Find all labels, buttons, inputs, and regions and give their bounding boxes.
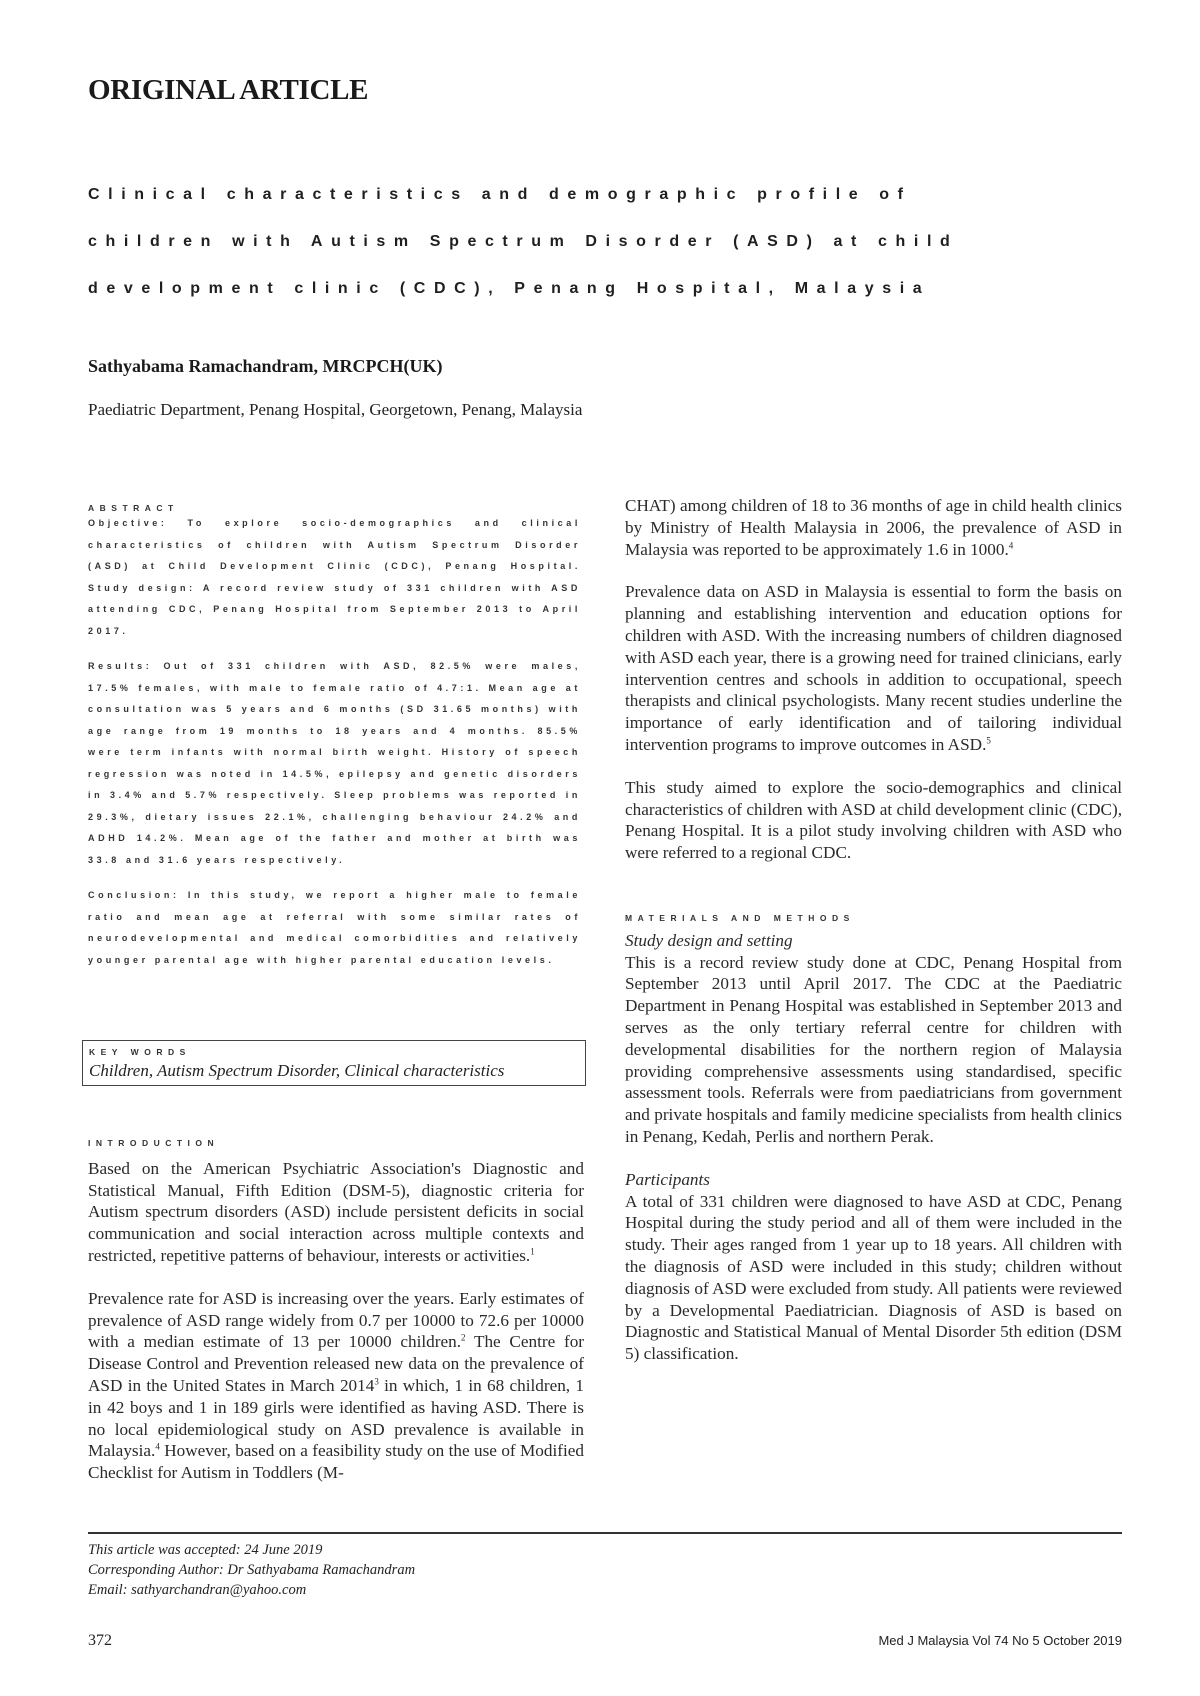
article-type-heading: ORIGINAL ARTICLE (88, 74, 369, 106)
abstract-objective: Objective: To explore socio-demographics and clinical characteristics of children with Autism Spectrum Disorder (ASD) at Child Development Clinic (CDC), Penang Hospital. Study design: A record review study of 331 children with ASD attending CDC, Penang Hospital from September 2013 to April 2017. (88, 518, 581, 636)
article-title-line-3: development clinic (CDC), Penang Hospital, Malaysia (88, 280, 931, 297)
methods-design-paragraph: This is a record review study done at CDC, Penang Hospital from September 2013 until April 2017. The CDC at the Paediatric Department in Penang Hospital was established in September 2013 and serves as the only tertiary referral centre for children with developmental disabilities for the northern region of Malaysia providing comprehensive assessments using standardised, specific assessment tools. Referrals were from paediatricians from government and private hospitals and family medicine specialists from health clinics in Penang, Kedah, Perlis and northern Perak. (625, 952, 1122, 1146)
abstract-conclusion: Conclusion: In this study, we report a higher male to female ratio and mean age at referral with some similar rates of neurodevelopmental and medical comorbidities and relatively younger parental age with higher parental education levels. (88, 890, 581, 965)
keywords-text: Children, Autism Spectrum Disorder, Clinical characteristics (89, 1061, 505, 1080)
methods-subheading-design: Study design and setting (625, 930, 793, 950)
right-column-body (625, 495, 1122, 1365)
abstract-heading: ABSTRACT (88, 503, 179, 513)
footer-divider (88, 1532, 1122, 1534)
article-title-line-1: Clinical characteristics and demographic profile of (88, 186, 912, 203)
author-affiliation: Paediatric Department, Penang Hospital, Georgetown, Penang, Malaysia (88, 400, 583, 419)
abstract-section (88, 503, 581, 971)
accepted-date: This article was accepted: 24 June 2019 (88, 1542, 323, 1558)
corresponding-email: Email: sathyarchandran@yahoo.com (88, 1582, 307, 1598)
right-paragraph-2: Prevalence data on ASD in Malaysia is essential to form the basis on planning and establishing intervention and education options for children with ASD. With the increasing numbers of children diagnosed with ASD each year, there is a growing need for trained clinicians, early intervention centres and schools in addition to occupational, speech therapists and clinical psychologists. Many recent studies underline the importance of early identification and of tailoring individual intervention programs to improve outcomes in ASD.$^5$ (625, 582, 1122, 754)
keywords-box (82, 1040, 586, 1086)
page-number: 372 (88, 1632, 112, 1649)
methods-subheading-participants: Participants (625, 1169, 710, 1189)
footer-notes (88, 1540, 415, 1600)
introduction-paragraph-1: Based on the American Psychiatric Association's Diagnostic and Statistical Manual, Fifth Edition (DSM-5), diagnostic criteria for Autism spectrum disorders (ASD) include persistent deficits in social communication and social interaction across multiple contexts and restricted, repetitive patterns of behaviour, interests or activities.$^1$ (88, 1158, 584, 1265)
right-paragraph-1: CHAT) among children of 18 to 36 months of age in child health clinics by Ministry of Health Malaysia in 2006, the prevalence of ASD in Malaysia was reported to be approximately 1.6 in 1000.$^4$ (625, 496, 1122, 559)
methods-participants-paragraph: A total of 331 children were diagnosed to have ASD at CDC, Penang Hospital during the study period and all of them were included in the study. Their ages ranged from 1 year up to 18 years. All children with the diagnosis of ASD were included in this study; children without diagnosis of ASD were excluded from study. All patients were reviewed by a Developmental Paediatrician. Diagnosis of ASD is based on Diagnostic and Statistical Manual of Mental Disorder 5th edition (DSM 5) classification. (625, 1191, 1122, 1364)
article-title-line-2: children with Autism Spectrum Disorder (ASD) at child (88, 233, 959, 250)
left-column-body (88, 1133, 584, 1484)
keywords-heading: KEY WORDS (89, 1047, 191, 1057)
corresponding-author: Corresponding Author: Dr Sathyabama Ramachandram (88, 1562, 416, 1578)
journal-citation: Med J Malaysia Vol 74 No 5 October 2019 (878, 1633, 1122, 1648)
introduction-heading: INTRODUCTION (88, 1138, 220, 1148)
author-name: Sathyabama Ramachandram, MRCPCH(UK) (88, 356, 443, 376)
abstract-results: Results: Out of 331 children with ASD, 82.5% were males, 17.5% females, with male to female ratio of 4.7:1. Mean age at consultation was 5 years and 6 months (SD 31.65 months) with age range from 19 months to 18 years and 4 months. 85.5% were term infants with normal birth weight. History of speech regression was noted in 14.5%, epilepsy and genetic disorders in 3.4% and 5.7% respectively. Sleep problems was reported in 29.3%, dietary issues 22.1%, challenging behaviour 24.2% and ADHD 14.2%. Mean age of the father and mother at birth was 33.8 and 31.6 years respectively. (88, 661, 581, 865)
introduction-paragraph-2: Prevalence rate for ASD is increasing over the years. Early estimates of prevalence of ASD range widely from 0.7 per 10000 to 72.6 per 10000 with a median estimate of 13 per 10000 children.$^2$ The Centre for Disease Control and Prevention released new data on the prevalence of ASD in the United States in March 2014$^3$ in which, 1 in 68 children, 1 in 42 boys and 1 in 189 girls were identified as having ASD. There is no local epidemiological study on ASD prevalence is available in Malaysia.$^4$ However, based on a feasibility study on the use of Modified Checklist for Autism in Toddlers (M- (88, 1288, 585, 1483)
right-paragraph-3: This study aimed to explore the socio-demographics and clinical characteristics of children with ASD at child development clinic (CDC), Penang Hospital. It is a pilot study involving children with ASD who were referred to a regional CDC. (625, 777, 1122, 863)
methods-heading: MATERIALS AND METHODS (625, 912, 855, 923)
